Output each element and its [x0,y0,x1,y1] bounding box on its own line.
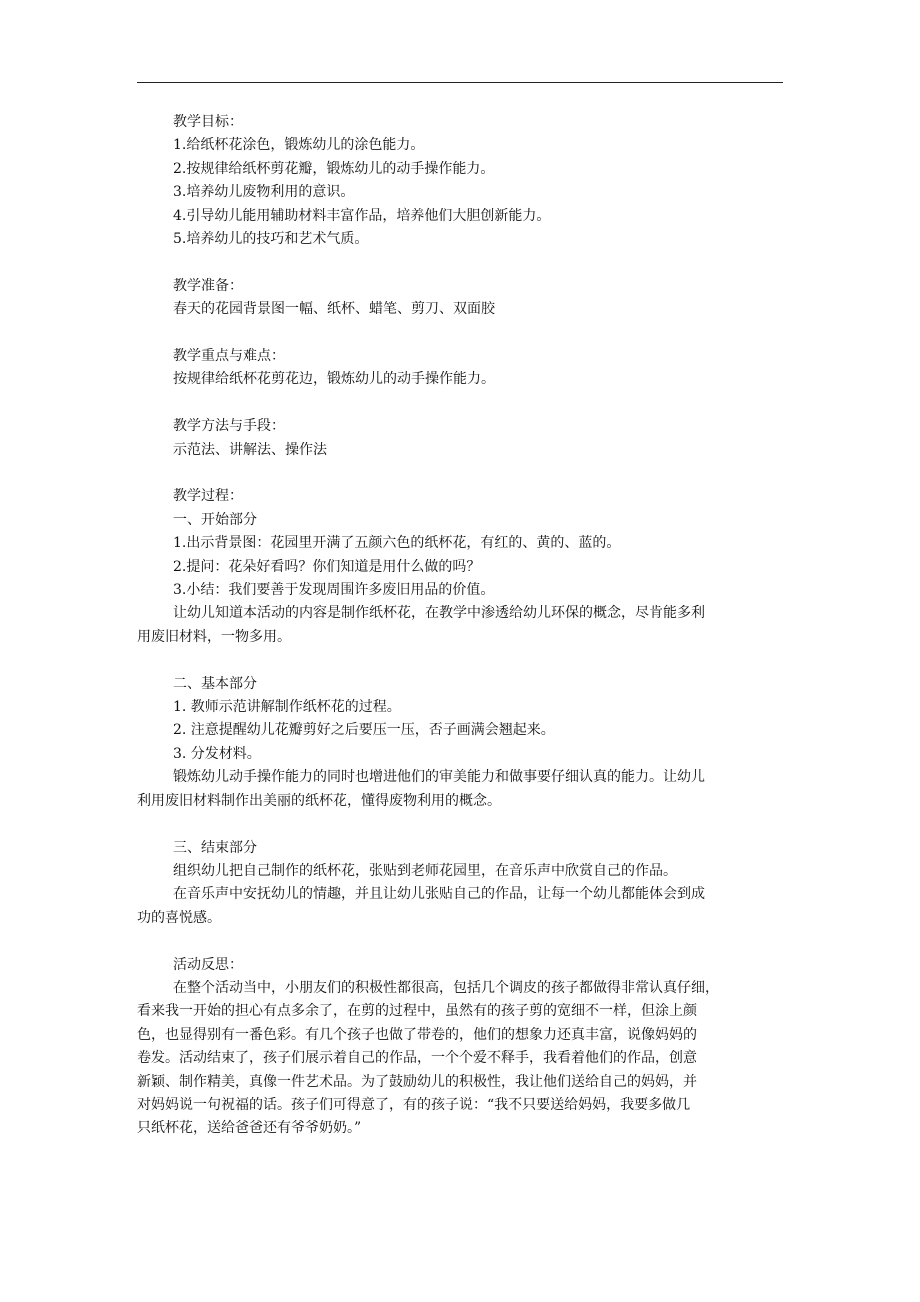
section-teaching-methods [173,415,785,462]
paragraph-continuation: 卷发。活动结束了，孩子们展示着自己的作品，一个个爱不释手，我看着他们的作品，创意 [137,1050,697,1067]
section-teaching-goals [173,111,785,251]
paragraph-continuation: 用废旧材料，一物多用。 [137,628,291,645]
paragraph-line: 锻炼幼儿动手操作能力的同时也增进他们的审美能力和做事要仔细认真的能力。让幼儿 [173,769,705,786]
body-text: 示范法、讲解法、操作法 [173,441,327,458]
body-text: 春天的花园背景图一幅、纸杯、蜡笔、剪刀、双面胶 [173,301,495,318]
list-item: 2.按规律给纸杯剪花瓣，锻炼幼儿的动手操作能力。 [173,160,495,177]
paragraph-continuation: 色，也显得别有一番色彩。有几个孩子也做了带卷的，他们的想象力还真丰富，说像妈妈的 [137,1026,697,1043]
list-item: 1. 教师示范讲解制作纸杯花的过程。 [173,699,401,716]
list-item: 2. 注意提醒幼儿花瓣剪好之后要压一压，否子画满会翘起来。 [173,722,555,739]
section-teaching-preparation [173,275,785,322]
section-heading: 教学过程： [173,488,243,505]
list-item: 3.小结：我们要善于发现周围许多废旧用品的价值。 [173,582,495,599]
section-key-points [173,345,785,392]
section-spacer [173,930,785,953]
paragraph-continuation: 功的喜悦感。 [137,909,221,926]
paragraph-continuation: 只纸杯花，送给爸爸还有爷爷奶奶。” [137,1120,362,1137]
list-item: 4.引导幼儿能用辅助材料丰富作品，培养他们大胆创新能力。 [173,207,551,224]
paragraph-line: 让幼儿知道本活动的内容是制作纸杯花，在教学中渗透给幼儿环保的概念，尽肯能多利 [173,605,705,622]
section-heading: 教学准备： [173,277,243,294]
body-text: 按规律给纸杯花剪花边，锻炼幼儿的动手操作能力。 [173,371,495,388]
paragraph-line: 在音乐声中安抚幼儿的情趣，并且让幼儿张贴自己的作品，让每一个幼儿都能体会到成 [173,886,705,903]
section-spacer [173,392,785,415]
section-heading: 教学目标： [173,114,243,130]
section-teaching-process [137,485,785,649]
list-item: 1.出示背景图：花园里开满了五颜六色的纸杯花，有红的、黄的、蓝的。 [173,535,621,552]
document-body [137,111,785,1141]
list-item: 1.给纸杯花涂色，锻炼幼儿的涂色能力。 [173,137,425,154]
section-spacer [173,462,785,485]
section-spacer [173,251,785,274]
paragraph-line: 组织幼儿把自己制作的纸杯花，张贴到老师花园里，在音乐声中欣赏自己的作品。 [173,862,677,879]
section-heading: 活动反思： [173,956,243,973]
list-item: 5.培养幼儿的技巧和艺术气质。 [173,231,369,248]
subsection-heading: 二、基本部分 [173,675,257,692]
header-rule [137,82,783,83]
subsection-heading: 三、结束部分 [173,839,257,856]
section-reflection [137,954,785,1141]
list-item: 3. 分发材料。 [173,745,261,762]
paragraph-continuation: 新颖、制作精美，真像一件艺术品。为了鼓励幼儿的积极性，我让他们送给自己的妈妈，并 [137,1073,697,1090]
subsection-heading: 一、开始部分 [173,511,257,528]
list-item: 2.提问：花朵好看吗？你们知道是用什么做的吗？ [173,558,481,575]
section-spacer [173,649,785,672]
paragraph-continuation: 利用废旧材料制作出美丽的纸杯花，懂得废物利用的概念。 [137,792,501,809]
list-item: 3.培养幼儿废物利用的意识。 [173,184,355,201]
paragraph-continuation: 看来我一开始的担心有点多余了，在剪的过程中，虽然有的孩子剪的宽细不一样，但涂上颜 [137,1003,697,1020]
section-heading: 教学方法与手段： [173,418,285,435]
section-heading: 教学重点与难点： [173,348,285,365]
section-spacer [173,322,785,345]
section-ending-part [137,837,785,931]
section-basic-part [137,673,785,813]
paragraph-line: 在整个活动当中，小朋友们的积极性都很高，包括几个调皮的孩子都做得非常认真仔细， [173,979,719,996]
paragraph-continuation: 对妈妈说一句祝福的话。孩子们可得意了，有的孩子说：“我不只要送给妈妈，我要多做几 [137,1096,691,1113]
section-spacer [173,813,785,836]
